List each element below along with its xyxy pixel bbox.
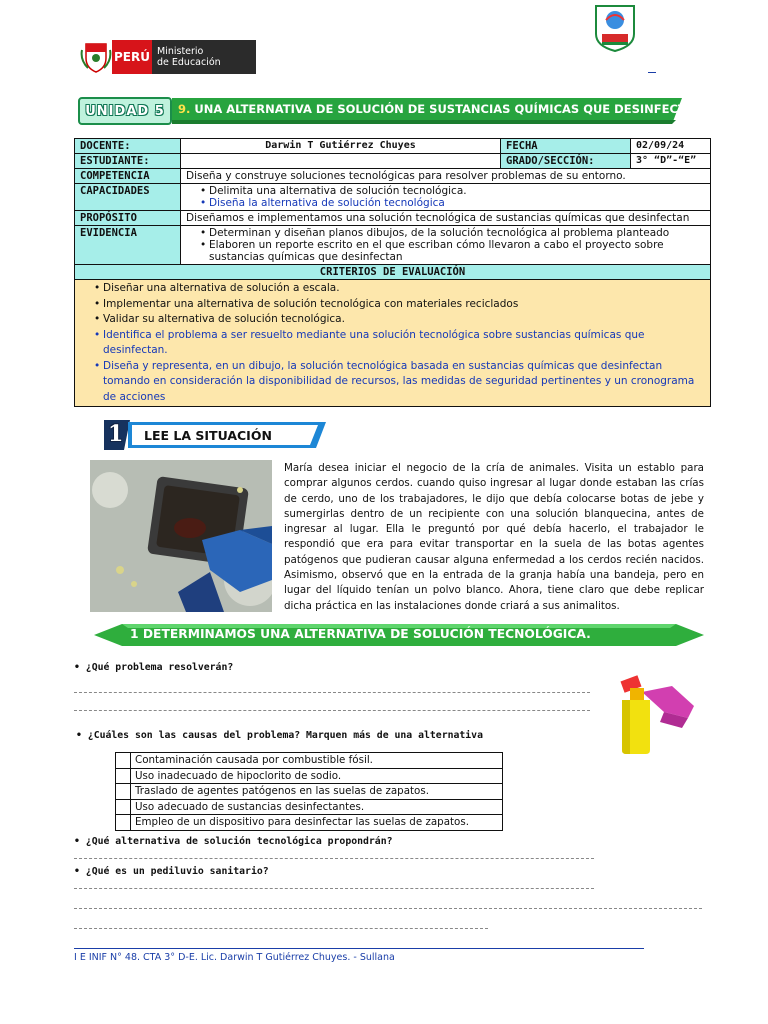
proposito-value: Diseñamos e implementamos una solución tecnológica de sustancias químicas que desinfectan — [181, 211, 711, 226]
question-causes: • ¿Cuáles son las causas del problema? Marquen más de una alternativa — [76, 730, 483, 741]
competencia-label: COMPETENCIA — [75, 169, 181, 184]
question-pediluvio: • ¿Qué es un pediluvio sanitario? — [74, 866, 269, 877]
school-logo-icon — [594, 4, 636, 52]
option-checkbox[interactable] — [116, 799, 131, 815]
estudiante-field[interactable] — [181, 154, 501, 169]
ministry-logo — [80, 40, 256, 74]
criterios-row — [75, 280, 711, 407]
fecha-label: FECHA — [501, 139, 631, 154]
section2-title: 1 DETERMINAMOS UNA ALTERNATIVA DE SOLUCIÓN TECNOLÓGICA. — [130, 627, 591, 641]
spray-bottle-icon — [612, 672, 698, 756]
list-item: • Validar su alternativa de solución tecnológica. — [103, 312, 705, 328]
list-item: • Diseña y representa, en un dibujo, la solución tecnológica basada en sustancias químicas que desinfectan tomando en consideración la disponibilidad de recursos, las medidas de seguridad pertinentes y un cronograma de acciones — [103, 359, 705, 406]
criterios-list — [91, 281, 705, 405]
docente-row — [75, 139, 711, 154]
proposito-row — [75, 211, 711, 226]
list-item: • Elaboren un reporte escrito en el que escriban cómo llevaron a cabo el proyecto sobre sustancias químicas que desinfectan — [209, 239, 705, 263]
capacidades-row — [75, 184, 711, 211]
list-item: • Diseña la alternativa de solución tecnológica — [209, 197, 705, 209]
option-label: Uso inadecuado de hipoclorito de sodio. — [131, 768, 503, 784]
answer-line[interactable] — [74, 888, 594, 889]
evidencia-label: EVIDENCIA — [75, 226, 181, 265]
answer-line[interactable] — [74, 710, 590, 711]
peru-label: PERÚ — [112, 40, 152, 74]
option-checkbox[interactable] — [116, 784, 131, 800]
footer-divider — [74, 948, 644, 949]
capacidades-label: CAPACIDADES — [75, 184, 181, 211]
option-row — [116, 815, 503, 831]
unit-badge: UNIDAD 5 — [78, 97, 172, 125]
grado-label: GRADO/SECCIÓN: — [501, 154, 631, 169]
competencia-value: Diseña y construye soluciones tecnológicas para resolver problemas de su entorno. — [181, 169, 711, 184]
list-item: • Diseñar una alternativa de solución a escala. — [103, 281, 705, 297]
option-row — [116, 799, 503, 815]
situation-text: María desea iniciar el negocio de la cría de animales. Visita un establo para comprar algunos cerdos. cuando quiso ingresar al lugar donde estaban las crías de cerdo, uno de los trabajadores, le dijo que debía colocarse botas de jebe y sumergirlas dentro de un recipiente con una solución blanquecina, antes de ingresar al lugar. Ella le preguntó por qué debía hacerlo, el trabajador le respondió que era para evitar transportar en la suela de las botas agentes patógenos que pudieran causar alguna enfermedad a los cerdos recién nacidos. Asimismo, observó que en la entrada de la granja había una bandeja, pero en lugar del líquido tenían un polvo blanco. Ahora, tiene claro que debe replicar dicha práctica en las instalaciones donde criará a sus animalitos. — [284, 462, 704, 612]
ministry-name: Ministerio de Educación — [152, 40, 256, 74]
capacidades-list — [197, 185, 705, 209]
option-checkbox[interactable] — [116, 753, 131, 769]
proposito-label: PROPÓSITO — [75, 211, 181, 226]
list-item: • Identifica el problema a ser resuelto mediante una solución tecnológica sobre sustancias químicas que desinfectan. — [103, 328, 705, 359]
list-item: • Delimita una alternativa de solución tecnológica. — [209, 185, 705, 197]
question-problem: • ¿Qué problema resolverán? — [74, 662, 234, 673]
peru-shield-icon — [80, 40, 112, 74]
option-label: Uso adecuado de sustancias desinfectantes. — [131, 799, 503, 815]
grado-value: 3° “D”-“E” — [631, 154, 711, 169]
question-alternative: • ¿Qué alternativa de solución tecnológica propondrán? — [74, 836, 393, 847]
footer-text: I E INIF N° 48. CTA 3° D-E. Lic. Darwin T Gutiérrez Chuyes. - Sullana — [74, 952, 395, 963]
option-label: Empleo de un dispositivo para desinfectar las suelas de zapatos. — [131, 815, 503, 831]
fecha-value: 02/09/24 — [631, 139, 711, 154]
answer-line[interactable] — [74, 908, 702, 909]
competencia-row — [75, 169, 711, 184]
docente-value: Darwin T Gutiérrez Chuyes — [181, 139, 501, 154]
footbath-photo — [90, 460, 272, 612]
criterios-label: CRITERIOS DE EVALUACIÓN — [75, 265, 711, 280]
estudiante-label: ESTUDIANTE: — [75, 154, 181, 169]
section1-number: 1 — [108, 421, 124, 447]
list-item: • Implementar una alternativa de solución tecnológica con materiales reciclados — [103, 297, 705, 313]
option-label: Traslado de agentes patógenos en las suelas de zapatos. — [131, 784, 503, 800]
info-table — [74, 138, 711, 407]
unit-title: 9. UNA ALTERNATIVA DE SOLUCIÓN DE SUSTANCIAS QUÍMICAS QUE DESINFECTAN — [178, 102, 704, 116]
option-label: Contaminación causada por combustible fósil. — [131, 753, 503, 769]
criterios-header-row — [75, 265, 711, 280]
header-underline — [648, 72, 656, 73]
evidencia-list — [197, 227, 705, 263]
option-checkbox[interactable] — [116, 815, 131, 831]
causes-options-table — [115, 752, 503, 831]
docente-label: DOCENTE: — [75, 139, 181, 154]
answer-line[interactable] — [74, 858, 594, 859]
option-row — [116, 784, 503, 800]
answer-line[interactable] — [74, 692, 590, 693]
option-row — [116, 768, 503, 784]
estudiante-row — [75, 154, 711, 169]
option-row — [116, 753, 503, 769]
option-checkbox[interactable] — [116, 768, 131, 784]
section1-title: LEE LA SITUACIÓN — [144, 428, 272, 443]
list-item: • Determinan y diseñan planos dibujos, de la solución tecnológica al problema planteado — [209, 227, 705, 239]
answer-line[interactable] — [74, 928, 488, 929]
evidencia-row — [75, 226, 711, 265]
